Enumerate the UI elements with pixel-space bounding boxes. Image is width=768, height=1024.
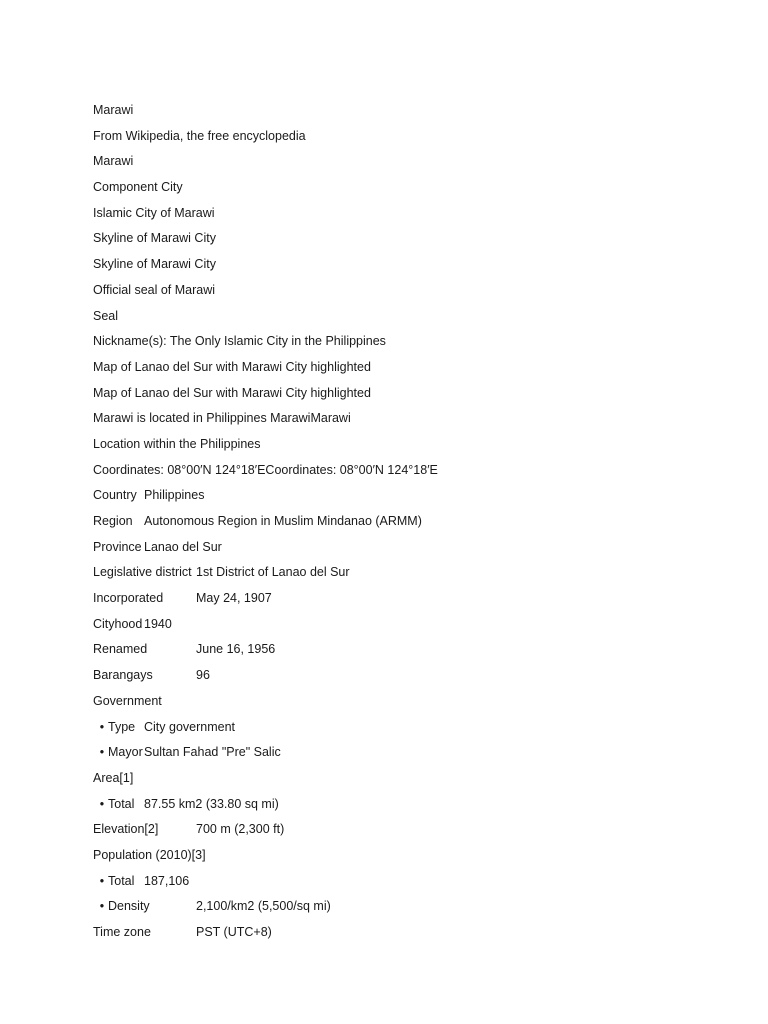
row-label: Time zone xyxy=(93,925,151,939)
infobox-row xyxy=(93,589,733,615)
row-label: Mayor xyxy=(108,745,143,760)
location-caption: Location within the Philippines xyxy=(93,436,261,451)
infobox-row xyxy=(93,615,733,641)
infobox-row xyxy=(93,743,733,769)
infobox-section-heading xyxy=(93,846,733,872)
row-label: Region xyxy=(93,514,133,528)
row-label: Density xyxy=(108,899,150,914)
row-label: Province xyxy=(93,539,142,554)
infobox-row xyxy=(93,820,733,846)
infobox-row xyxy=(93,923,733,949)
row-value: May 24, 1907 xyxy=(196,591,272,606)
infobox-row xyxy=(93,795,733,821)
infobox-row xyxy=(93,718,733,744)
infobox-official-name: Islamic City of Marawi xyxy=(93,205,215,220)
infobox-type: Component City xyxy=(93,180,183,195)
map-caption: Map of Lanao del Sur with Marawi City highlighted xyxy=(93,385,371,400)
row-value: 700 m (2,300 ft) xyxy=(196,822,285,837)
bullet-marker: • xyxy=(99,719,105,734)
row-value: June 16, 1956 xyxy=(196,642,276,657)
infobox-row xyxy=(93,512,733,538)
article-tagline: From Wikipedia, the free encyclopedia xyxy=(93,128,306,143)
row-label: Cityhood xyxy=(93,616,143,631)
article-title: Marawi xyxy=(93,103,134,117)
infobox-row xyxy=(93,486,733,512)
infobox-row xyxy=(93,538,733,564)
infobox-row xyxy=(93,872,733,898)
seal-caption: Official seal of Marawi xyxy=(93,282,216,297)
row-label: Elevation[2] xyxy=(93,822,159,837)
row-value: 1940 xyxy=(144,616,172,631)
row-value: 1st District of Lanao del Sur xyxy=(196,565,350,580)
infobox-row xyxy=(93,640,733,666)
coordinates-line: Coordinates: 08°00′N 124°18′ECoordinates: 08°00′N 124°18′E xyxy=(93,462,438,477)
nickname-line: Nickname(s): The Only Islamic City in the Philippines xyxy=(93,334,386,349)
row-value: City government xyxy=(144,719,236,734)
row-value: 87.55 km2 (33.80 sq mi) xyxy=(144,796,279,811)
row-value: 187,106 xyxy=(144,873,190,888)
row-label: Country xyxy=(93,488,137,503)
infobox-row xyxy=(93,666,733,692)
row-label: Renamed xyxy=(93,642,148,657)
seal-label: Seal xyxy=(93,308,119,323)
row-label: Government xyxy=(93,693,162,708)
infobox-section-heading xyxy=(93,692,733,718)
infobox-section-heading xyxy=(93,769,733,795)
skyline-caption: Skyline of Marawi City xyxy=(93,231,216,246)
row-value: Autonomous Region in Muslim Mindanao (ARMM) xyxy=(144,514,422,528)
row-label: Total xyxy=(108,873,135,888)
row-label: Legislative district xyxy=(93,565,192,580)
bullet-marker: • xyxy=(99,796,105,811)
row-label: Type xyxy=(108,719,136,734)
row-label: Area[1] xyxy=(93,770,134,785)
map-caption: Map of Lanao del Sur with Marawi City highlighted xyxy=(93,359,371,374)
infobox-row xyxy=(93,897,733,923)
bullet-marker: • xyxy=(99,873,105,888)
infobox-row xyxy=(93,563,733,589)
row-label: Incorporated xyxy=(93,591,164,606)
bullet-marker: • xyxy=(99,899,105,914)
row-label: Total xyxy=(108,796,135,811)
row-value: Sultan Fahad "Pre" Salic xyxy=(144,745,281,760)
skyline-caption: Skyline of Marawi City xyxy=(93,257,216,272)
row-value: 96 xyxy=(196,668,210,683)
row-value: Philippines xyxy=(144,488,205,503)
infobox-name: Marawi xyxy=(93,154,134,169)
row-value: PST (UTC+8) xyxy=(196,925,272,939)
row-value: Lanao del Sur xyxy=(144,539,222,554)
row-label: Barangays xyxy=(93,668,153,683)
location-map-text: Marawi is located in Philippines MarawiMarawi xyxy=(93,411,351,426)
row-label: Population (2010)[3] xyxy=(93,847,206,862)
row-value: 2,100/km2 (5,500/sq mi) xyxy=(196,899,331,914)
bullet-marker: • xyxy=(99,745,105,760)
document-page xyxy=(93,101,733,949)
